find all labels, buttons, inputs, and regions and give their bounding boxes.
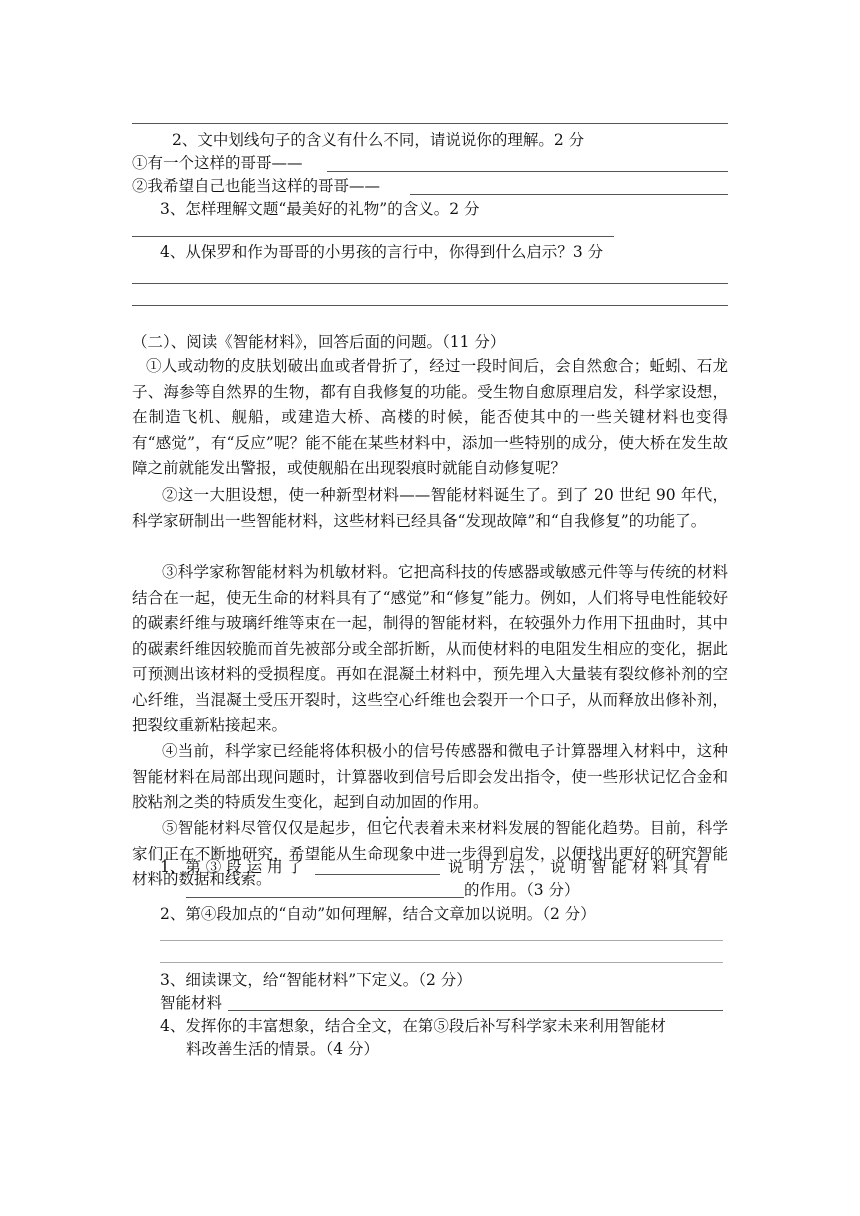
question-1-part-c: 的作用。（3 分）: [464, 881, 580, 899]
passage-paragraph-2: ②这一大胆设想，使一种新型材料——智能材料诞生了。到了 20 世纪 90 年代，科学家研制出一些智能材料，这些材料已经具备“发现故障”和“自我修复”的功能了。: [132, 486, 728, 530]
question-2-item-2: ②我希望自己也能当这样的哥哥——: [132, 177, 381, 195]
passage-paragraph-3: ③科学家称智能材料为机敏材料。它把高科技的传感器或敏感元件等与传统的材料结合在一起，使无生命的材料具有了“感觉”和“修复”能力。例如，人们将导电性能较好的碳素纤维与玻璃纤维等束在一起，制得的智能材料，在较强外力作用下扭曲时，其中的碳素纤维因较脆而首先被部分或全部折断，从而使材料的电阻发生相应的变化，据此可预测出该材料的受损程度。再如在混凝土材料中，预先埋入大量装有裂纹修补剂的空心纤维，当混凝土受压开裂时，这些空心纤维也会裂开一个口子，从而释放出修补剂，把裂纹重新粘接起来。: [132, 563, 728, 734]
dotted-word: [365, 793, 396, 811]
question-4-b-line-2: 料改善生活的情景。（4 分）: [186, 1040, 380, 1058]
dotted-char-2: 动: [380, 793, 396, 811]
question-4-b-line-1: 4、发挥你的丰富想象，结合全文，在第⑤段后补写科学家未来利用智能材: [160, 1017, 666, 1035]
answer-line: [228, 1010, 723, 1011]
passage-paragraph-1: ①人或动物的皮肤划破出血或者骨折了，经过一段时间后，会自然愈合；蚯蚓、石龙子、海参等自然界的生物，都有自我修复的功能。受生物自愈原理启发，科学家设想，在制造飞机、舰船，或建造大桥、高楼的时候，能否使其中的一些关键材料也变得有“感觉”，有“反应”呢？能不能在某些材料中，添加一些特别的成分，使大桥在发生故障之前就能发出警报，或使舰船在出现裂痕时就能自动修复呢？: [132, 357, 728, 477]
answer-blank: [315, 874, 440, 875]
answer-line: [160, 962, 723, 963]
question-2-item-1: ①有一个这样的哥哥——: [132, 154, 303, 172]
passage-paragraph-5: ⑤智能材料尽管仅仅是起步，但它代表着未来材料发展的智能化趋势。目前，科学家们正在不断地研究，希望能从生命现象中进一步得到启发，以便找出更好的研究智能材料的数据和线索。: [132, 819, 728, 888]
question-4: 4、从保罗和作为哥哥的小男孩的言行中，你得到什么启示？3 分: [160, 243, 604, 261]
answer-line: [132, 236, 614, 237]
answer-line: [410, 194, 728, 195]
question-3-b: 3、细读课文，给“智能材料”下定义。（2 分）: [160, 971, 472, 989]
dotted-char-1: 自: [364, 793, 381, 811]
answer-line: [327, 171, 728, 172]
section-heading: （二）、阅读《智能材料》，回答后面的问题。（11 分）: [132, 333, 506, 351]
paragraph-4-tail: 加固的作用。: [395, 793, 489, 811]
question-1-part-b: 说 明 方 法 ， 说 明 智 能 材 料 具 有: [448, 858, 709, 876]
answer-blank: [186, 897, 464, 898]
passage-paragraph-4: [132, 739, 728, 816]
paragraph-4-text: ④当前，科学家已经能将体积极小的信号传感器和微电子计算器埋入材料中，这种智能材料在局部出现问题时，计算器收到信号后即会发出指令，使一些形状记忆合金和胶粘剂之类的特质发生变化，起到: [132, 742, 728, 811]
definition-label: 智能材料: [160, 994, 223, 1012]
answer-line: [132, 305, 728, 306]
question-3: 3、怎样理解文题“最美好的礼物”的含义。2 分: [160, 200, 480, 218]
answer-line: [132, 123, 728, 124]
question-2: 2、文中划线句子的含义有什么不同，请说说你的理解。2 分: [172, 131, 585, 149]
question-1-part-a: 1、第 ③ 段 运 用 了: [160, 858, 303, 876]
answer-line: [132, 283, 728, 284]
question-2-b: 2、第④段加点的“自动”如何理解，结合文章加以说明。（2 分）: [160, 905, 596, 923]
answer-line: [160, 940, 723, 941]
